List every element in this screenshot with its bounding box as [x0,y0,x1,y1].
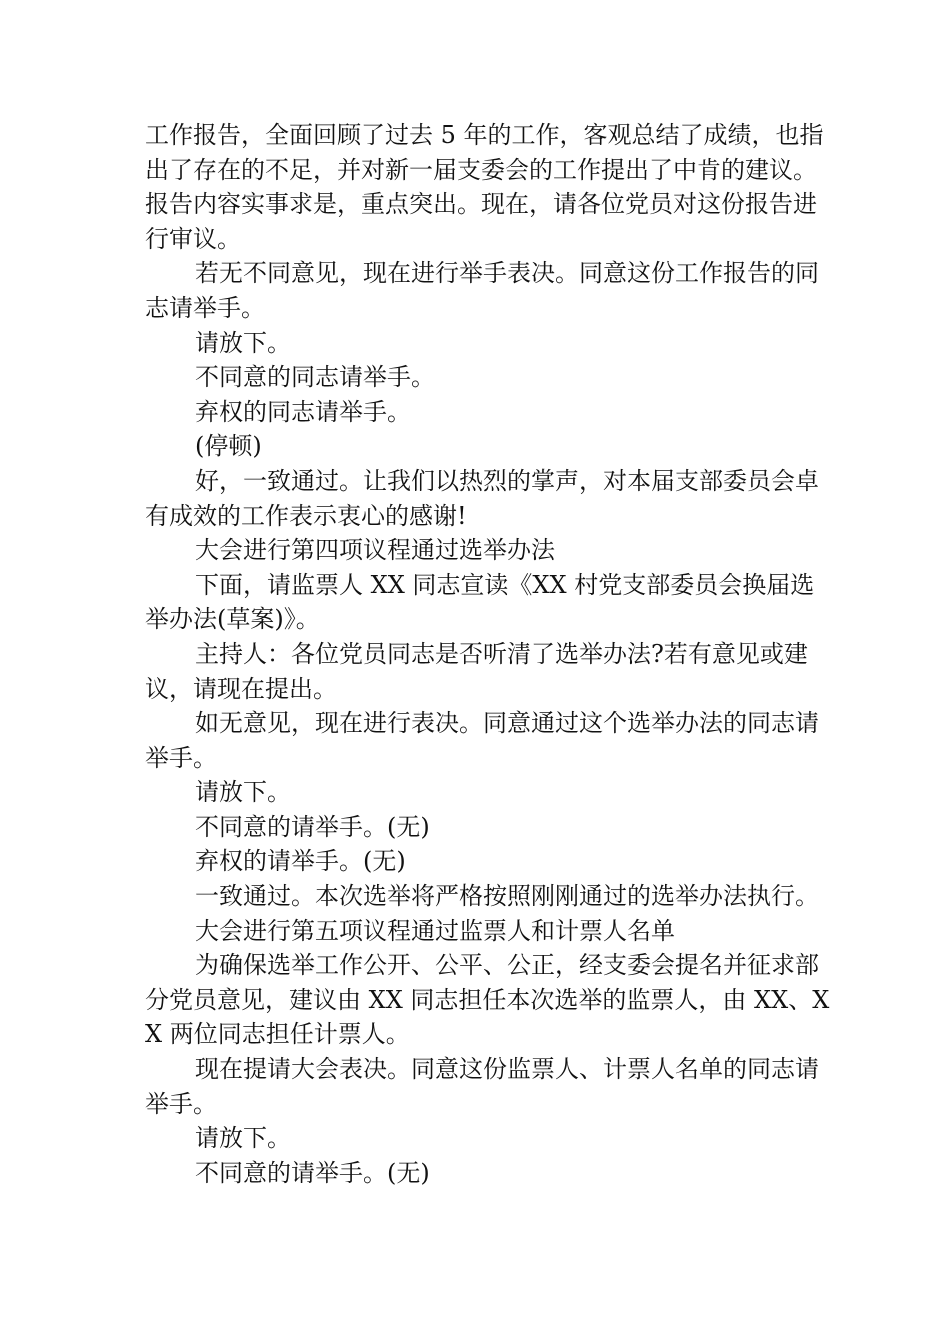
paragraph-unanimous-thanks: 好，一致通过。让我们以热烈的掌声，对本届支部委员会卓有成效的工作表示衷心的感谢! [145,466,819,530]
paragraph-abstain: 弃权的同志请举手。 [195,397,411,426]
paragraph-agenda-item-four: 大会进行第四项议程通过选举办法 [195,536,555,565]
paragraph-rules-vote: 如无意见，现在进行表决。同意通过这个选举办法的同志请举手。 [145,709,819,772]
paragraph-hands-down-2: 请放下。 [195,778,291,807]
paragraph-abstain-none: 弃权的请举手。(无) [195,847,406,876]
paragraph-oppose: 不同意的同志请举手。 [195,363,435,392]
paragraph-host-question: 主持人：各位党员同志是否听清了选举办法?若有意见或建议，请现在提出。 [145,639,808,703]
paragraph-hands-down-3: 请放下。 [195,1124,291,1153]
paragraph-report-review: 工作报告，全面回顾了过去 5 年的工作，客观总结了成绩，也指出了存在的不足，并对新一届支委会的工作提出了中肯的建议。报告内容实事求是，重点突出。现在，请各位党员对这份报告进行审议。 [145,121,824,253]
paragraph-oppose-none: 不同意的请举手。(无) [195,812,430,841]
paragraph-pause: (停顿) [195,432,262,461]
paragraph-report-vote: 若无不同意见，现在进行举手表决。同意这份工作报告的同志请举手。 [145,259,819,322]
paragraph-agenda-item-five: 大会进行第五项议程通过监票人和计票人名单 [195,916,675,945]
paragraph-hands-down: 请放下。 [195,328,291,357]
document-body [145,118,835,1190]
paragraph-rules-adopted: 一致通过。本次选举将严格按照刚刚通过的选举办法执行。 [195,882,819,911]
paragraph-scrutineer-vote: 现在提请大会表决。同意这份监票人、计票人名单的同志请举手。 [145,1055,819,1118]
paragraph-scrutineer-proposal: 为确保选举工作公开、公平、公正，经支委会提名并征求部分党员意见，建议由 XX 同志担任本次选举的监票人，由 XX、XX 两位同志担任计票人。 [145,951,830,1049]
paragraph-oppose-none-2: 不同意的请举手。(无) [195,1158,430,1187]
paragraph-read-election-rules: 下面，请监票人 XX 同志宣读《XX 村党支部委员会换届选举办法(草案)》。 [145,570,815,634]
